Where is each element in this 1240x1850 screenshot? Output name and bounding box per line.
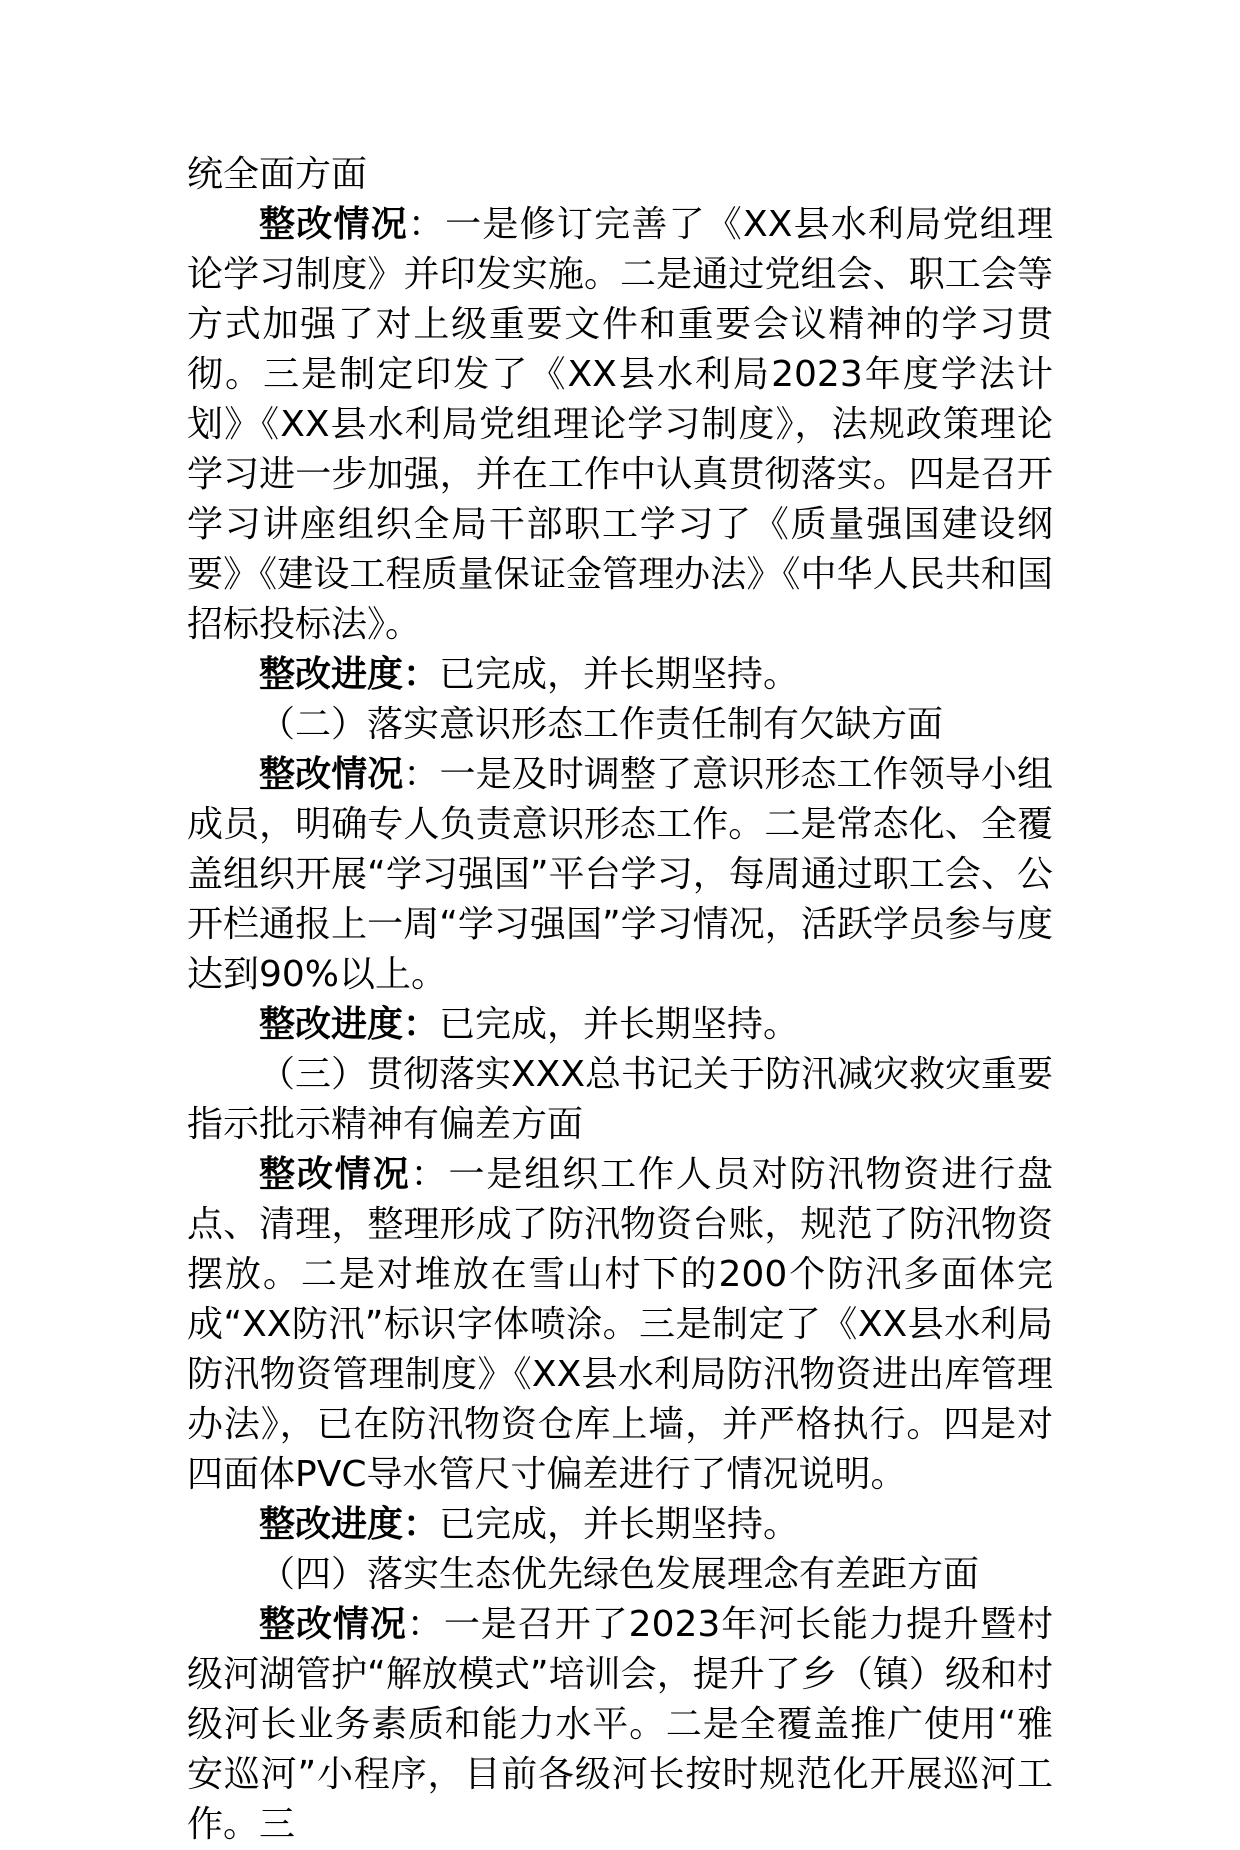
paragraph-progress-1 — [187, 650, 1053, 700]
paragraph-rectification-status-3 — [187, 1150, 1053, 1500]
paragraph-text: ：一是及时调整了意识形态工作领导小组成员，明确专人负责意识形态工作。二是常态化、全覆盖组织开展“学习强国”平台学习，每周通过职工会、公开栏通报上一周“学习强国”学习情况，活跃学员参与度达到90%以上。 — [187, 754, 1053, 995]
paragraph-rectification-status-4 — [187, 1600, 1053, 1850]
paragraph-text: ：一是召开了2023年河长能力提升暨村级河湖管护“解放模式”培训会，提升了乡（镇）级和村级河长业务素质和能力水平。二是全覆盖推广使用“雅安巡河”小程序，目前各级河长按时规范化开展巡河工作。三 — [187, 1604, 1053, 1845]
paragraph-text: ：一是组织工作人员对防汛物资进行盘点、清理，整理形成了防汛物资台账，规范了防汛物资摆放。二是对堆放在雪山村下的200个防汛多面体完成“XX防汛”标识字体喷涂。三是制定了《XX县水利局防汛物资管理制度》《XX县水利局防汛物资进出库管理办法》，已在防汛物资仓库上墙，并严格执行。四是对四面体PVC导水管尺寸偏差进行了情况说明。 — [187, 1154, 1053, 1495]
label-progress: 整改进度： — [259, 654, 440, 695]
label-rectification-status: 整改情况 — [259, 204, 408, 245]
paragraph-rectification-status-1 — [187, 200, 1053, 650]
paragraph-continuation: 统全面方面 — [187, 154, 368, 195]
section-heading-4: （四）落实生态优先绿色发展理念有差距方面 — [259, 1554, 980, 1595]
paragraph-progress-2 — [187, 1000, 1053, 1050]
label-progress: 整改进度： — [259, 1504, 440, 1545]
paragraph-text: 已完成，并长期坚持。 — [439, 1504, 800, 1545]
paragraph-progress-3 — [187, 1500, 1053, 1550]
label-rectification-status: 整改情况 — [259, 1154, 411, 1195]
section-heading-2: （二）落实意识形态工作责任制有欠缺方面 — [259, 704, 944, 745]
paragraph-rectification-status-2 — [187, 750, 1053, 1000]
label-rectification-status: 整改情况 — [259, 1604, 407, 1645]
paragraph-text: ：一是修订完善了《XX县水利局党组理论学习制度》并印发实施。二是通过党组会、职工会等方式加强了对上级重要文件和重要会议精神的学习贯彻。三是制定印发了《XX县水利局2023年度学法计划》《XX县水利局党组理论学习制度》，法规政策理论学习进一步加强，并在工作中认真贯彻落实。四是召开学习讲座组织全局干部职工学习了《质量强国建设纲要》《建设工程质量保证金管理办法》《中华人民共和国招标投标法》。 — [187, 204, 1053, 645]
label-progress: 整改进度： — [259, 1004, 440, 1045]
paragraph-text: 已完成，并长期坚持。 — [439, 654, 800, 695]
section-heading-3: （三）贯彻落实XXX总书记关于防汛减灾救灾重要指示批示精神有偏差方面 — [187, 1054, 1053, 1145]
paragraph-text: 已完成，并长期坚持。 — [439, 1004, 800, 1045]
document-page — [187, 150, 1053, 1850]
label-rectification-status: 整改情况 — [259, 754, 404, 795]
